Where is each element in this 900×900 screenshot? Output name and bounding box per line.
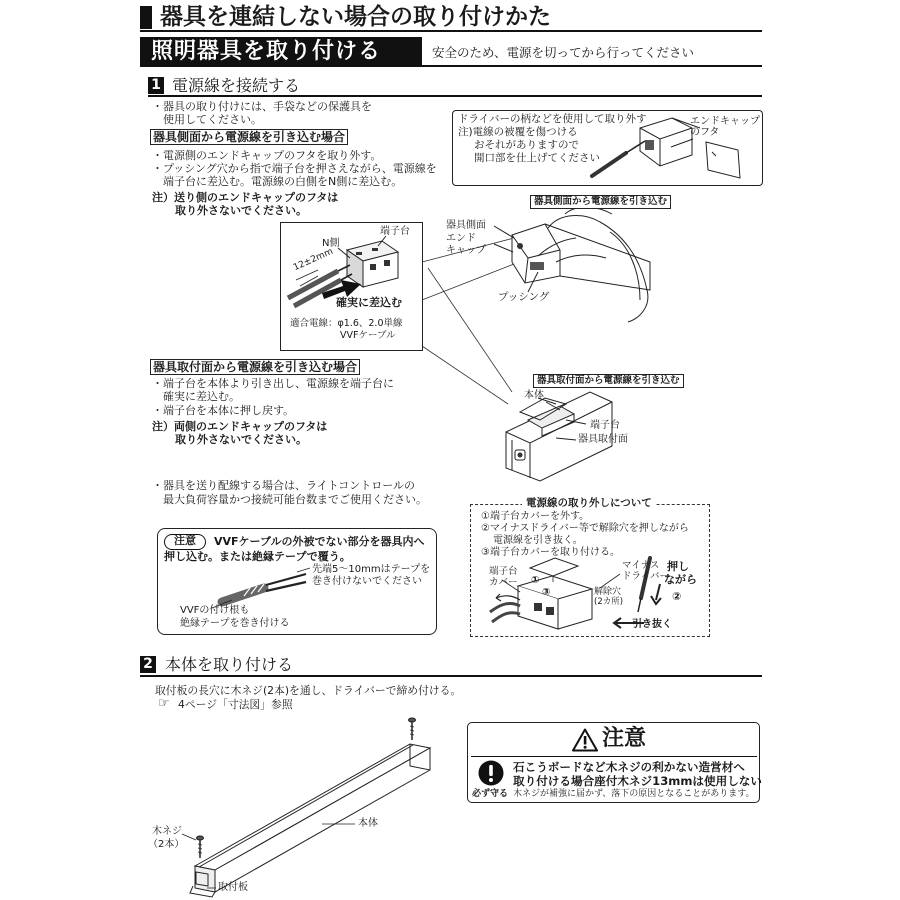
tape-root-label: VVFの付け根も <box>180 605 250 616</box>
terminal-block-label: 端子台 <box>590 420 620 431</box>
step-2-rule <box>140 675 762 677</box>
step-marker-3: ③ <box>542 587 551 598</box>
side-figure-caption: 器具側面から電源線を引き込む <box>530 195 671 209</box>
side-entry-line: 端子台に差込む。電源線の白側をN側に差込む。 <box>163 175 403 188</box>
screwdriver-label: ドライバー <box>622 571 670 582</box>
fixture-body-label: 本体 <box>524 390 544 401</box>
warning-triangle-icon <box>572 728 598 752</box>
end-cap-label: エンド <box>446 233 476 244</box>
release-hole-label: 解除穴 <box>594 587 622 597</box>
mounting-plate-label: 取付板 <box>218 882 248 893</box>
mount-entry-line: ・端子台を本体に押し戻す。 <box>152 404 295 417</box>
header-marker <box>140 6 152 29</box>
warning-line: 石こうボードなど木ネジの利かない造営材へ <box>513 760 745 774</box>
end-cap-tip-line: 注)電線の被覆を傷つける <box>458 126 578 138</box>
wire-spec-label: VVFケーブル <box>340 330 396 341</box>
step-2-number: 2 <box>140 656 156 673</box>
step-marker-1: ① <box>531 575 540 586</box>
fixture-body-illustration <box>182 744 430 897</box>
caution-line: VVFケーブルの外被でない部分を器具内へ <box>214 535 425 548</box>
wire-removal-step: ③端子台カバーを取り付ける。 <box>481 547 620 558</box>
fixture-body-label: 本体 <box>358 818 378 829</box>
side-entry-note: 注）送り側のエンドキャップのフタは <box>152 191 339 204</box>
terminal-block-label: 端子台 <box>380 226 410 237</box>
step-2-title: 本体を取り付ける <box>165 655 294 674</box>
warning-divider <box>471 756 757 757</box>
page-title: 器具を連結しない場合の取り付けかた <box>160 4 551 30</box>
side-entry-line: ・プッシング穴から指で端子台を押さえながら、電源線を <box>152 162 437 175</box>
wood-screw-label: 木ネジ <box>152 826 182 837</box>
wood-screw-icon <box>409 718 416 740</box>
exclamation-circle-icon <box>478 760 504 786</box>
screwdriver-label: マイナス <box>622 560 660 571</box>
wood-screw-icon <box>197 836 204 858</box>
header-rule <box>140 30 762 32</box>
tape-tip-label: 先端5～10mmはテープを <box>312 564 431 575</box>
strip-length-label: 12±2mm <box>292 246 335 274</box>
release-hole-label: (2カ所) <box>594 597 624 607</box>
pointing-hand-icon <box>158 697 170 710</box>
section-banner-title: 照明器具を取り付ける <box>151 39 382 64</box>
wire-removal-title: 電源線の取り外しについて <box>522 497 656 510</box>
insert-firmly-label: 確実に差込む <box>336 296 402 309</box>
wire-removal-step: ①端子台カバーを外す。 <box>481 511 590 522</box>
mandatory-label: 必ず守る <box>472 789 509 799</box>
end-cap-tip-line: おそれがありますので <box>474 139 579 151</box>
warning-title: 注意 <box>602 726 647 751</box>
mount-entry-heading: 器具取付面から電源線を引き込む場合 <box>150 359 360 375</box>
wire-removal-step: 電源線を引き抜く。 <box>493 535 583 546</box>
wire-removal-step: ②マイナスドライバー等で解除穴を押しながら <box>481 523 689 534</box>
intro-line: 使用してください。 <box>163 113 262 126</box>
fixture-side-label: 器具側面 <box>446 220 486 231</box>
n-side-label: N側 <box>322 238 340 249</box>
side-entry-fixture-illustration <box>494 207 650 322</box>
side-entry-line: ・電源側のエンドキャップのフタを取り外す。 <box>152 149 382 162</box>
pushing-label: プッシング <box>498 291 550 303</box>
tape-tip-label: 巻き付けないでください <box>312 576 422 587</box>
warning-detail: 木ネジが補強に届かず、落下の原因となることがあります。 <box>513 789 755 799</box>
mount-entry-note: 取り外さないでください。 <box>175 433 307 446</box>
end-cap-tip-line: ドライバーの柄などを使用して取り外す <box>458 113 647 125</box>
terminal-cover-label: カバー <box>489 577 518 588</box>
step-marker-2: ② <box>672 590 682 603</box>
step-2-instruction: 取付板の長穴に木ネジ(2本)を通し、ドライバーで締め付ける。 <box>155 684 462 697</box>
step-1-number: 1 <box>148 77 164 94</box>
intro-line: ・器具の取り付けには、手袋などの保護具を <box>152 100 372 113</box>
end-cap-cover-label: エンドキャップ <box>690 116 760 127</box>
mount-entry-note: 注）両側のエンドキャップのフタは <box>152 420 328 433</box>
mount-entry-line: 確実に差込む。 <box>163 390 240 403</box>
feed-wiring-line: 最大負荷容量かつ接続可能台数までご使用ください。 <box>163 493 427 506</box>
step-1-rule <box>148 95 762 97</box>
safety-note: 安全のため、電源を切ってから行ってください <box>432 45 695 60</box>
pull-out-label: 引き抜く <box>632 619 672 630</box>
press-label: ながら <box>664 573 697 586</box>
feed-wiring-line: ・器具を送り配線する場合は、ライトコントロールの <box>152 479 416 492</box>
step-1-title: 電源線を接続する <box>172 76 301 95</box>
tape-root-label: 絶縁テープを巻き付ける <box>180 618 290 629</box>
end-cap-cover-label: のフタ <box>690 127 720 138</box>
caution-line: 押し込む。または絶縁テープで覆う。 <box>164 550 351 563</box>
end-cap-label: キャップ <box>446 245 486 256</box>
mount-entry-line: ・端子台を本体より引き出し、電源線を端子台に <box>152 377 394 390</box>
caution-badge: 注意 <box>164 534 206 550</box>
banner-rule <box>140 65 762 67</box>
side-entry-heading: 器具側面から電源線を引き込む場合 <box>150 129 348 145</box>
callout-lines <box>422 238 514 404</box>
end-cap-tip-line: 開口部を仕上げてください <box>474 152 600 164</box>
warning-line: 取り付ける場合座付木ネジ13mmは使用しない <box>513 774 762 788</box>
wire-spec-label: 適合電線：φ1.6、2.0単線 <box>290 318 403 329</box>
mounting-face-label: 器具取付面 <box>578 434 628 445</box>
terminal-cover-label: 端子台 <box>489 566 518 577</box>
mount-figure-caption: 器具取付面から電源線を引き込む <box>533 374 684 388</box>
wood-screw-label: （2本） <box>148 839 185 850</box>
press-label: 押し <box>667 560 689 573</box>
side-entry-note: 取り外さないでください。 <box>175 204 307 217</box>
dimension-reference: 4ページ「寸法図」参照 <box>178 698 293 711</box>
